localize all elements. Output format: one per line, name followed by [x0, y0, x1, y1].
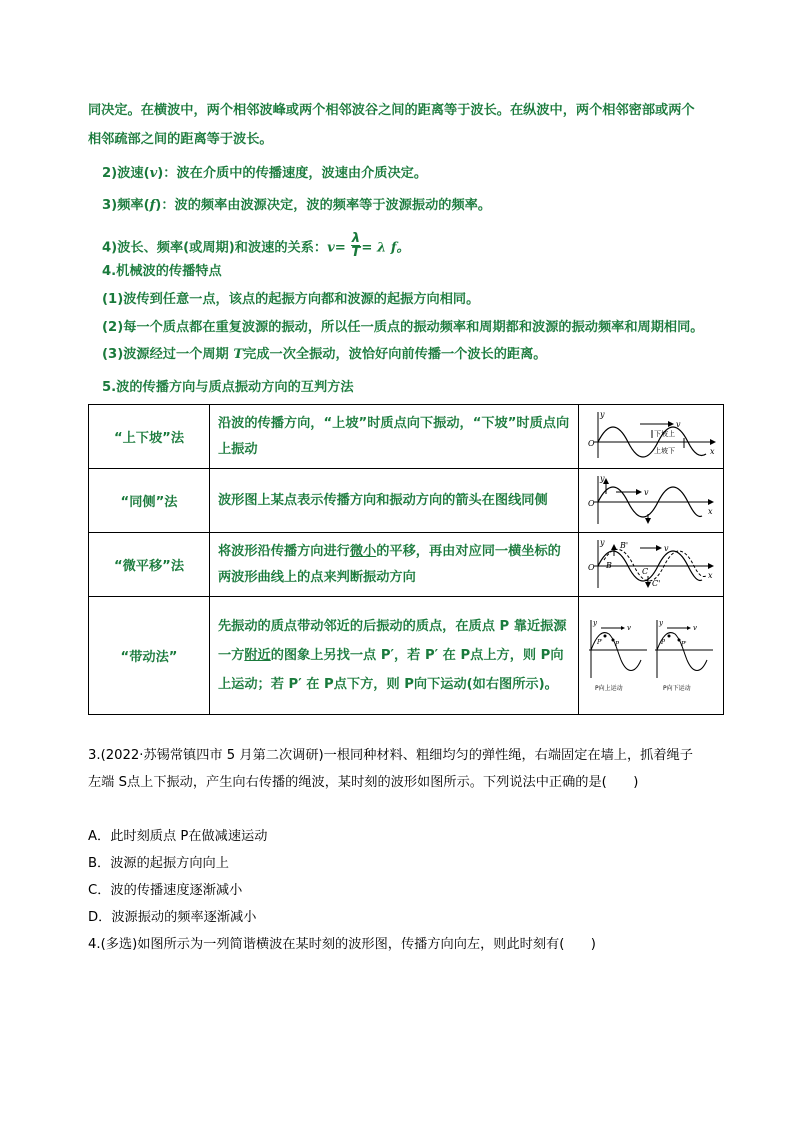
- svg-text:v: v: [676, 419, 681, 429]
- section5-title: 5.波的传播方向与质点振动方向的互判方法: [102, 380, 354, 395]
- q3-option-c[interactable]: C．波的传播速度逐渐减小: [88, 883, 243, 898]
- svg-text:P: P: [661, 638, 666, 646]
- q3-option-b[interactable]: B．波源的起振方向向上: [88, 856, 229, 871]
- table-row: [89, 405, 724, 469]
- intro-line-1: 同决定。在横波中，两个相邻波峰或两个相邻波谷之间的距离等于波长。在纵波中，两个相邻密部或两个: [88, 103, 695, 118]
- method-desc: 将波形沿传播方向进行微小的平移，再由对应同一横坐标的两波形曲线上的点来判断振动方向: [210, 533, 579, 597]
- methods-table: [88, 404, 724, 715]
- svg-text:x: x: [710, 446, 715, 456]
- method-name: “带动法”: [89, 597, 210, 715]
- q3-option-a[interactable]: A．此时刻质点 P在做减速运动: [88, 829, 268, 844]
- relation-item: 4)波长、频率(或周期)和波速的关系：v= $\frac{\lambda}{T}$ = λ f。: [102, 231, 410, 260]
- fraction: $\frac{\lambda}{T}$: [351, 231, 361, 260]
- svg-text:v: v: [693, 623, 697, 632]
- method-desc: 沿波的传播方向，“上坡”时质点向下振动，“下坡”时质点向上振动: [210, 405, 579, 469]
- wave-speed-item: 2)波速(v)：波在介质中的传播速度，波速由介质决定。: [102, 166, 428, 181]
- q3-option-d[interactable]: D．波源振动的频率逐渐减小: [88, 910, 257, 925]
- method-figure: [579, 469, 724, 533]
- method-name: “上下坡”法: [89, 405, 210, 469]
- table-row: [89, 533, 724, 597]
- svg-text:x: x: [708, 570, 713, 580]
- svg-text:v: v: [664, 543, 669, 553]
- method-name: “同侧”法: [89, 469, 210, 533]
- method-name: “微平移”法: [89, 533, 210, 597]
- intro-line-2: 相邻疏部之间的距离等于波长。: [88, 132, 273, 147]
- svg-text:v: v: [627, 623, 631, 632]
- svg-text:下坡上: 下坡上: [654, 429, 675, 438]
- svg-text:B: B: [606, 560, 612, 570]
- section4-p1: (1)波传到任意一点，该点的起振方向都和波源的起振方向相同。: [102, 292, 480, 307]
- svg-text:P向上运动: P向上运动: [595, 684, 623, 692]
- svg-text:x: x: [708, 506, 713, 516]
- svg-text:P': P': [681, 640, 687, 648]
- svg-text:P: P: [615, 640, 620, 648]
- section4-p2: (2)每一个质点都在重复波源的振动，所以任一质点的振动频率和周期都和波源的振动频率和周期相同。: [102, 320, 704, 335]
- svg-text:上坡下: 上坡下: [654, 446, 675, 455]
- svg-text:C': C': [652, 578, 661, 588]
- svg-text:y: y: [600, 537, 605, 547]
- frequency-item: 3)频率(f)：波的频率由波源决定，波的频率等于波源振动的频率。: [102, 198, 492, 213]
- svg-text:y: y: [659, 618, 663, 627]
- svg-text:C: C: [642, 566, 649, 576]
- svg-text:y: y: [600, 473, 605, 483]
- svg-text:B': B': [620, 540, 629, 550]
- method-figure: [579, 597, 724, 715]
- svg-text:P': P': [597, 638, 603, 646]
- same-side-diagram: [584, 472, 718, 530]
- svg-text:O: O: [588, 498, 595, 508]
- section4-title: 4.机械波的传播特点: [102, 264, 222, 279]
- svg-text:y: y: [600, 409, 605, 419]
- section4-p3: (3)波源经过一个周期 T完成一次全振动，波恰好向前传播一个波长的距离。: [102, 347, 547, 362]
- svg-text:y: y: [593, 618, 597, 627]
- driving-method-diagram: [583, 616, 719, 696]
- method-desc: 先振动的质点带动邻近的后振动的质点，在质点 P 靠近振源一方附近的图象上另找一点 P′，若 P′ 在 P点上方，则 P向上运动；若 P′ 在 P点下方，则 P向下运动(如右图所示)。: [210, 597, 579, 715]
- method-figure: [579, 533, 724, 597]
- method-desc: 波形图上某点表示传播方向和振动方向的箭头在图线同侧: [210, 469, 579, 533]
- table-row: [89, 597, 724, 715]
- micro-shift-diagram: [584, 536, 718, 594]
- svg-text:v: v: [644, 487, 649, 497]
- table-row: [89, 469, 724, 533]
- q3-stem-2: 左端 S点上下振动，产生向右传播的绳波，某时刻的波形如图所示。下列说法中正确的是( ): [88, 775, 639, 790]
- uphill-downhill-diagram: [584, 408, 718, 466]
- method-figure: [579, 405, 724, 469]
- svg-text:P向下运动: P向下运动: [663, 684, 691, 692]
- svg-text:O: O: [588, 438, 595, 448]
- q3-stem-1: 3.(2022·苏锡常镇四市 5 月第二次调研)一根同种材料、粗细均匀的弹性绳，右端固定在墙上，抓着绳子: [88, 748, 693, 763]
- q4-stem: 4.(多选)如图所示为一列简谐横波在某时刻的波形图，传播方向向左，则此时刻有( ): [88, 937, 596, 952]
- svg-text:O: O: [588, 562, 595, 572]
